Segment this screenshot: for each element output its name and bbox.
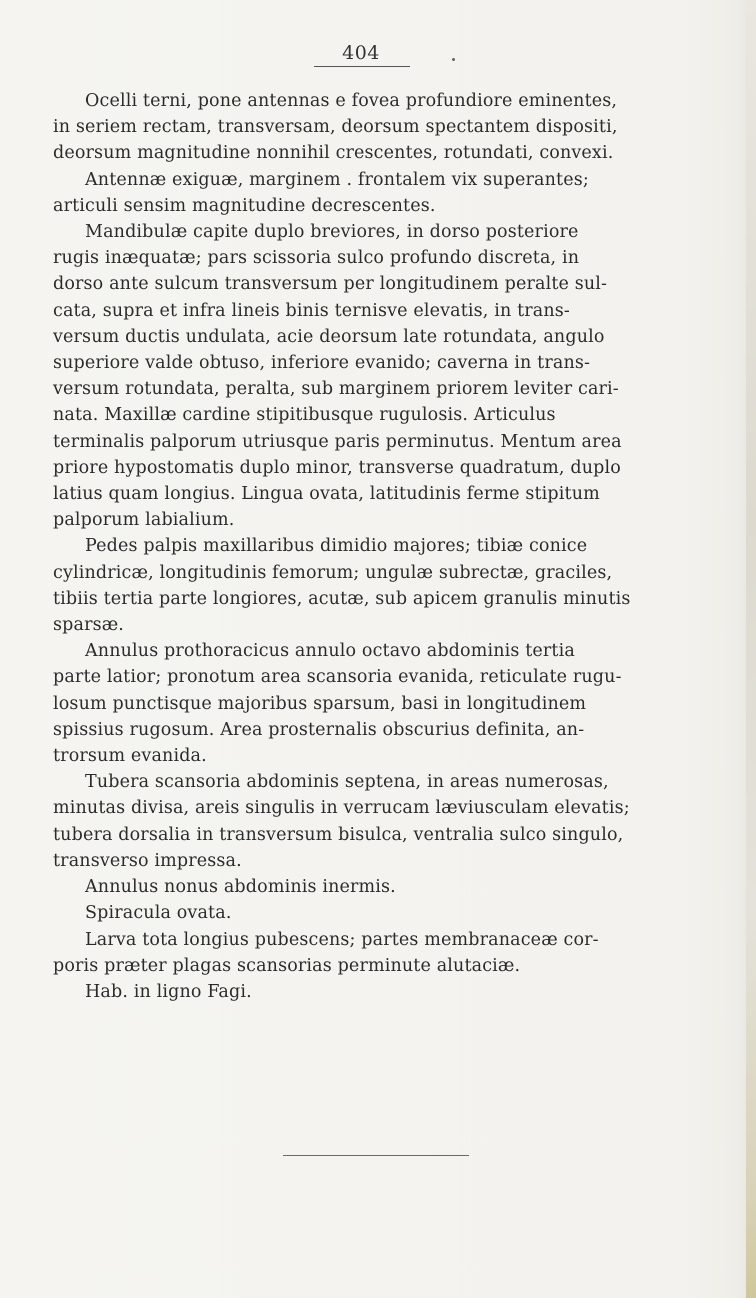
page-number: 404 xyxy=(342,42,380,64)
paragraph-mandibulae xyxy=(53,219,753,533)
paragraph-pedes xyxy=(53,533,753,638)
text-line: in seriem rectam, transversam, deorsum spectantem dispositi, xyxy=(53,117,618,138)
paragraph-larva xyxy=(53,927,753,979)
text-line: deorsum magnitudine nonnihil crescentes, rotundati, convexi. xyxy=(53,143,614,164)
paragraph-tubera xyxy=(53,769,753,874)
text-line: Mandibulæ capite duplo breviores, in dorso posteriore xyxy=(85,222,579,243)
text-line: cylindricæ, longitudinis femorum; ungulæ subrectæ, graciles, xyxy=(53,562,613,583)
text-line: articuli sensim magnitudine decrescentes. xyxy=(53,195,436,216)
paragraph-spiracula xyxy=(53,900,753,926)
text-line: tibiis tertia parte longiores, acutæ, sub apicem granulis minutis xyxy=(53,588,631,609)
paragraph-habitat xyxy=(53,979,753,1005)
text-body xyxy=(53,88,753,1005)
page-number-underline xyxy=(314,66,410,67)
text-line: Pedes palpis maxillaribus dimidio majores; tibiæ conice xyxy=(85,536,588,557)
text-line: Spiracula ovata. xyxy=(85,903,232,924)
text-line: priore hypostomatis duplo minor, transverse quadratum, duplo xyxy=(53,457,621,478)
paragraph-ocelli xyxy=(53,88,753,167)
text-line: Annulus prothoracicus annulo octavo abdominis tertia xyxy=(85,641,575,662)
text-line: latius quam longius. Lingua ovata, latitudinis ferme stipitum xyxy=(53,484,600,505)
text-line: Annulus nonus abdominis inermis. xyxy=(85,877,396,898)
text-line: Antennæ exiguæ, marginem . frontalem vix superantes; xyxy=(85,169,589,190)
print-speck xyxy=(452,58,455,61)
text-line: parte latior; pronotum area scansoria evanida, reticulate rugu- xyxy=(53,667,622,688)
section-end-rule xyxy=(283,1155,469,1156)
text-line: minutas divisa, areis singulis in verrucam læviusculam elevatis; xyxy=(53,798,630,819)
text-line: superiore valde obtuso, inferiore evanido; caverna in trans- xyxy=(53,353,591,374)
text-line: cata, supra et infra lineis binis ternisve elevatis, in trans- xyxy=(53,300,570,321)
text-line: palporum labialium. xyxy=(53,510,235,531)
text-line: rugis inæquatæ; pars scissoria sulco profundo discreta, in xyxy=(53,248,580,269)
text-line: Tubera scansoria abdominis septena, in areas numerosas, xyxy=(85,772,609,793)
text-line: nata. Maxillæ cardine stipitibusque rugulosis. Articulus xyxy=(53,405,556,426)
paragraph-annulus-nonus xyxy=(53,874,753,900)
paragraph-annulus-prothoracicus xyxy=(53,638,753,769)
text-line: sparsæ. xyxy=(53,615,125,636)
text-line: transverso impressa. xyxy=(53,850,242,871)
text-line: poris præter plagas scansorias perminute alutaciæ. xyxy=(53,955,521,976)
text-line: tubera dorsalia in transversum bisulca, ventralia sulco singulo, xyxy=(53,824,624,845)
text-line: spissius rugosum. Area prosternalis obscurius definita, an- xyxy=(53,719,585,740)
text-line: terminalis palporum utriusque paris perminutus. Mentum area xyxy=(53,431,622,452)
text-line: dorso ante sulcum transversum per longitudinem peralte sul- xyxy=(53,274,608,295)
text-line: versum ductis undulata, acie deorsum late rotundata, angulo xyxy=(53,326,605,347)
text-line: versum rotundata, peralta, sub marginem priorem leviter cari- xyxy=(53,379,619,400)
text-line: trorsum evanida. xyxy=(53,746,207,767)
text-line: Larva tota longius pubescens; partes membranaceæ cor- xyxy=(85,929,599,950)
text-line: losum punctisque majoribus sparsum, basi in longitudinem xyxy=(53,693,587,714)
text-line: Ocelli terni, pone antennas e fovea profundiore eminentes, xyxy=(85,91,618,111)
paragraph-antennae xyxy=(53,167,753,219)
text-line: Hab. in ligno Fagi. xyxy=(85,981,252,1002)
